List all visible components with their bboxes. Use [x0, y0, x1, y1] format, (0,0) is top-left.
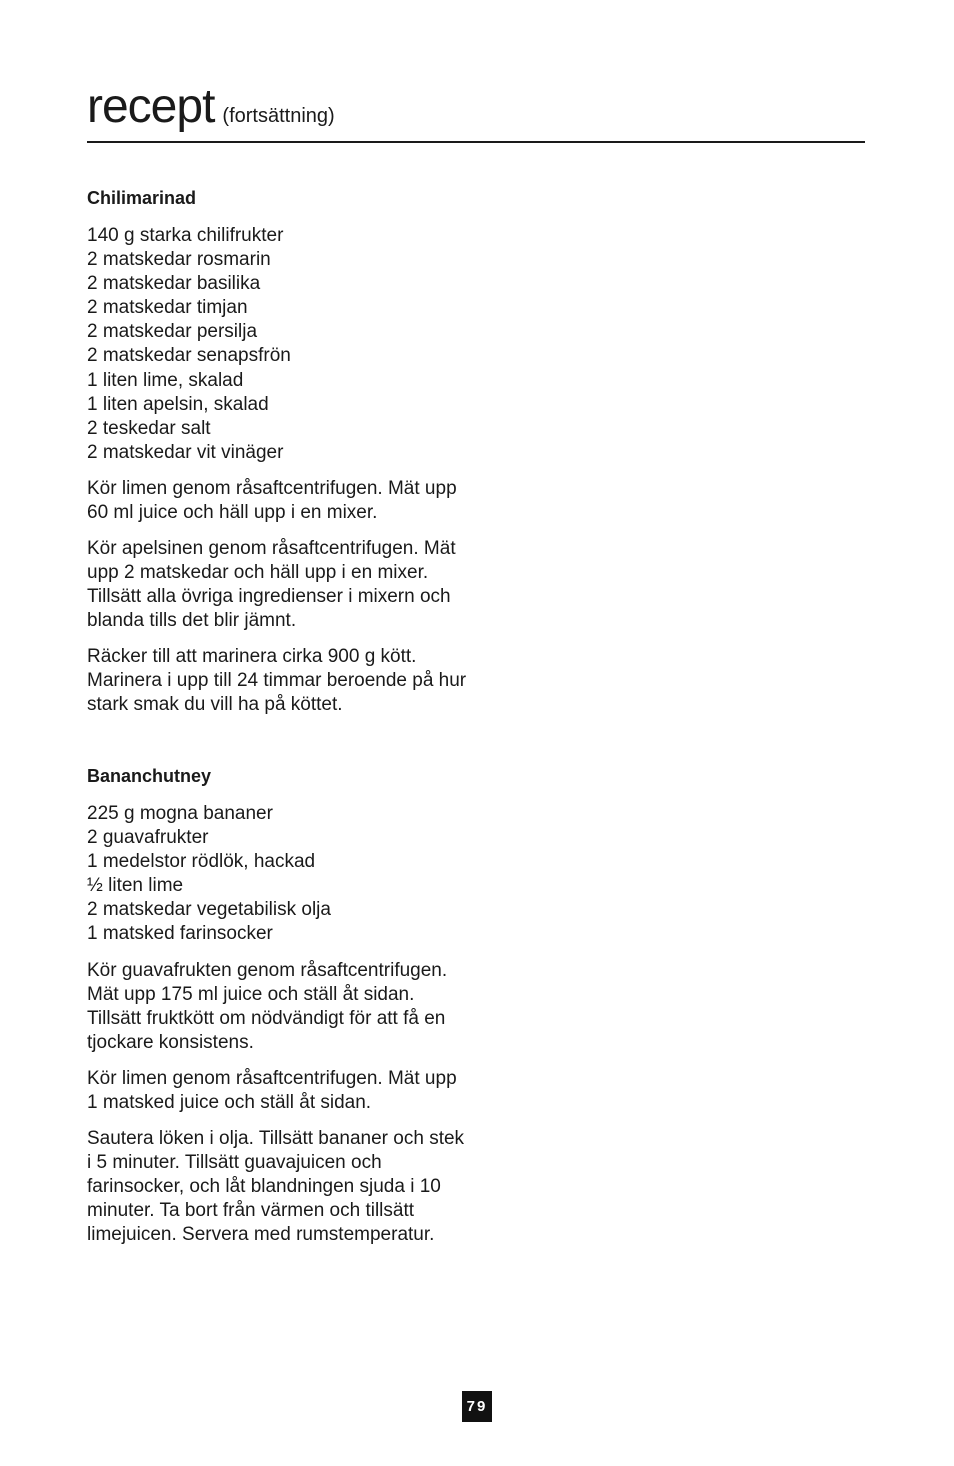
instruction-paragraph: Kör limen genom råsaftcentrifugen. Mät upp 1 matsked juice och ställ åt sidan. [87, 1067, 457, 1113]
ingredient-item: 2 matskedar vit vinäger [87, 441, 284, 463]
instruction-paragraph: Kör apelsinen genom råsaftcentrifugen. Mät upp 2 matskedar och häll upp i en mixer. Tillsätt alla övriga ingredienser i mixern och blanda tills det blir jämnt. [87, 537, 456, 631]
instruction-paragraph: Kör limen genom råsaftcentrifugen. Mät upp 60 ml juice och häll upp i en mixer. [87, 477, 457, 523]
ingredient-list [87, 224, 467, 465]
recipe-heading: Chilimarinad [87, 188, 197, 208]
instruction-paragraph: Kör guavafrukten genom råsaftcentrifugen. Mät upp 175 ml juice och ställ åt sidan. Tillsätt fruktkött om nödvändigt för att få en tjockare konsistens. [87, 959, 448, 1053]
recipe-heading: Bananchutney [87, 766, 212, 786]
instruction-paragraph: Räcker till att marinera cirka 900 g kött. Marinera i upp till 24 timmar beroende på hur stark smak du vill ha på köttet. [87, 645, 467, 715]
ingredient-item: 2 matskedar timjan [87, 297, 248, 319]
ingredient-item: 140 g starka chilifrukter [87, 225, 284, 246]
ingredient-item: 2 matskedar basilika [87, 273, 261, 295]
ingredient-item: 2 matskedar senapsfrön [87, 345, 291, 367]
ingredient-item: 2 matskedar vegetabilisk olja [87, 899, 331, 921]
ingredient-item: 1 medelstor rödlök, hackad [87, 851, 316, 873]
ingredient-list [87, 802, 467, 947]
instruction-paragraph: Sautera löken i olja. Tillsätt bananer och stek i 5 minuter. Tillsätt guavajuicen och farinsocker, och låt blandningen sjuda i 10 minuter. Ta bort från värmen och tillsätt limejuicen. Servera med rumstemperatur. [87, 1127, 465, 1245]
ingredient-item: 1 liten apelsin, skalad [87, 393, 269, 415]
ingredient-item: 2 guavafrukter [87, 827, 209, 849]
ingredient-item: 1 liten lime, skalad [87, 369, 244, 391]
ingredient-item: 2 teskedar salt [87, 417, 211, 439]
ingredient-item: 2 matskedar persilja [87, 321, 258, 343]
ingredient-item: 2 matskedar rosmarin [87, 249, 271, 271]
ingredient-item: 1 matsked farinsocker [87, 923, 273, 945]
page-header [87, 78, 865, 136]
ingredient-item: ½ liten lime [87, 875, 184, 897]
recipe-chilimarinad [87, 186, 467, 717]
ingredient-item: 225 g mogna bananer [87, 803, 273, 824]
page-title: recept [87, 80, 215, 133]
header-rule [87, 141, 865, 143]
page-number: 79 [462, 1391, 492, 1422]
recipe-bananchutney [87, 764, 467, 1247]
page-subtitle: (fortsättning) [222, 105, 335, 127]
